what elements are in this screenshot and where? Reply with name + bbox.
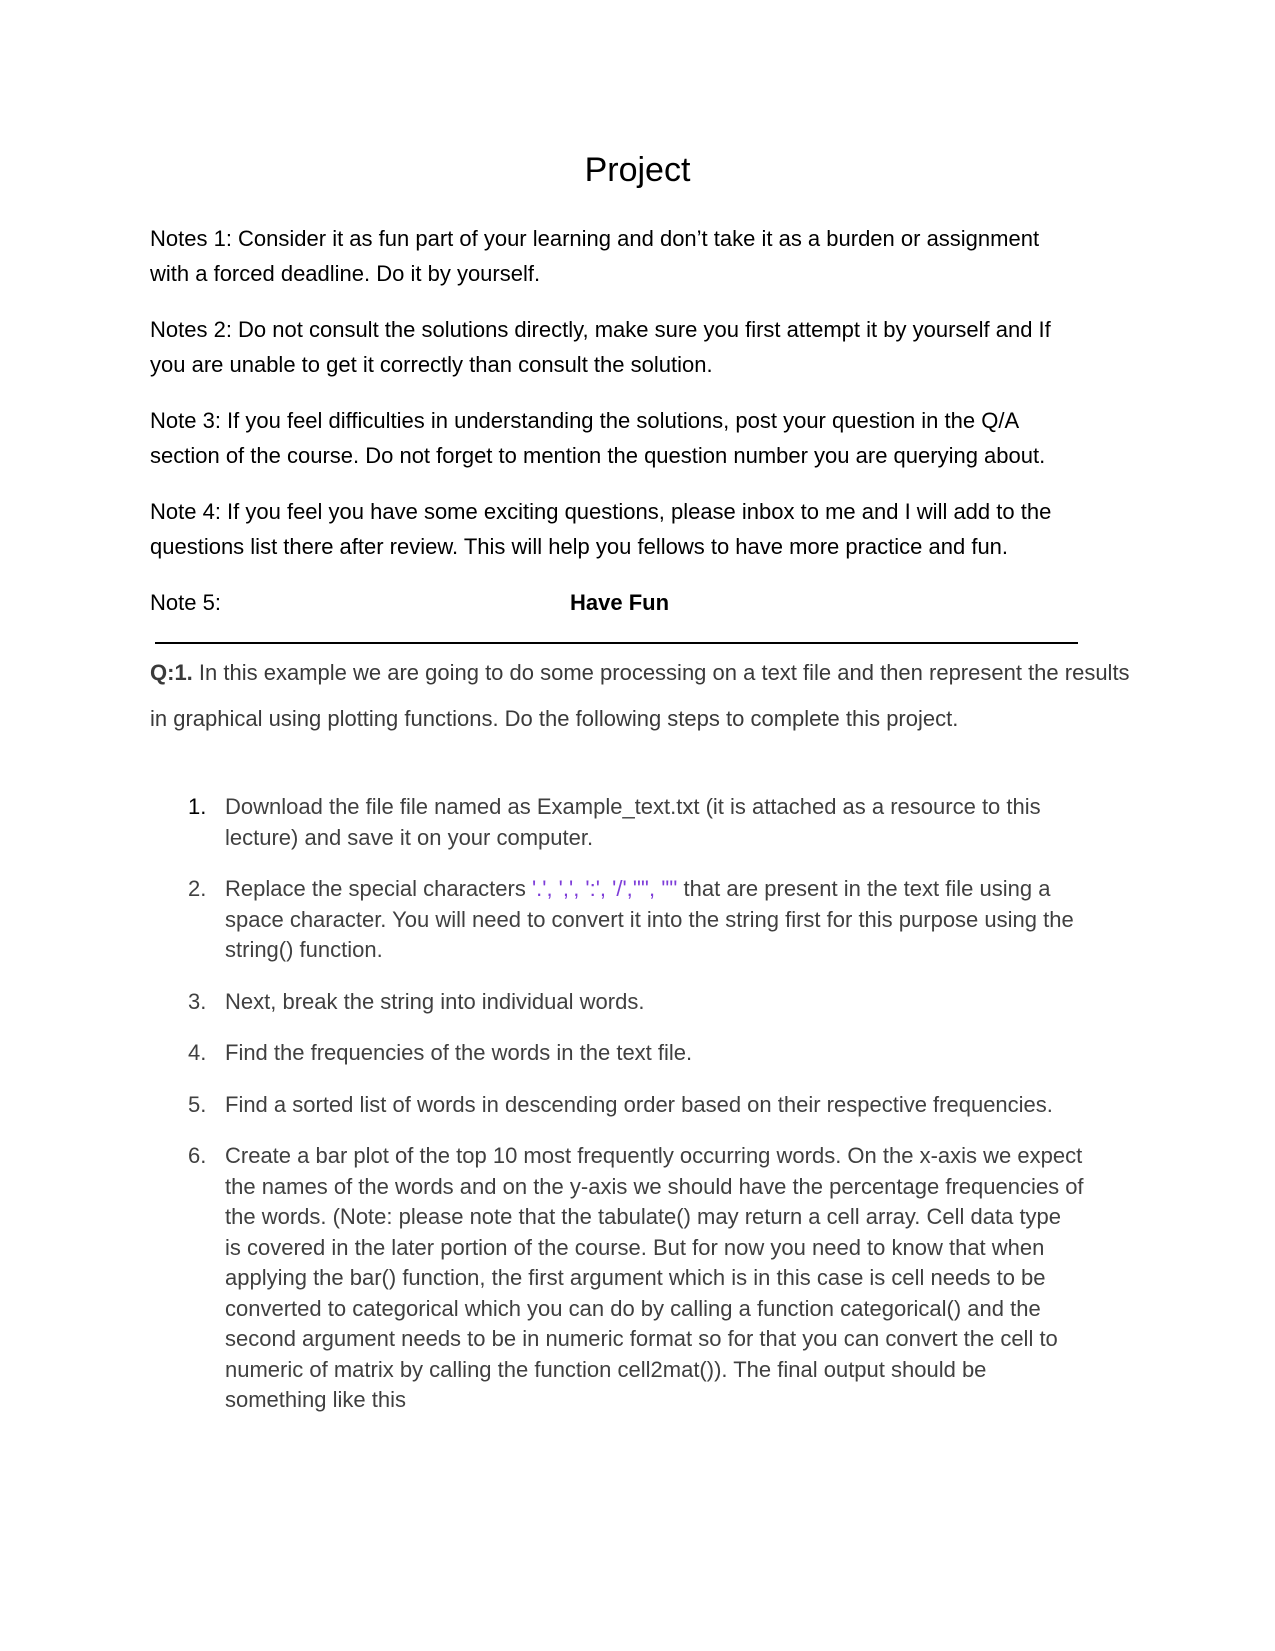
page-title: Project xyxy=(584,151,691,189)
step-number: 4. xyxy=(188,1040,207,1065)
special-characters: '.', ',', ':', '/','"', '"' xyxy=(531,876,678,901)
step-line: numeric of matrix by calling the function cell2mat()). The final output should be xyxy=(225,1356,987,1382)
note-5-label: Note 5: xyxy=(150,590,221,615)
step-line: something like this xyxy=(225,1387,406,1412)
note-line: with a forced deadline. Do it by yourself. xyxy=(150,261,541,286)
steps-list xyxy=(150,792,1130,1437)
note-3 xyxy=(150,403,1110,473)
note-5-value: Have Fun xyxy=(570,590,670,615)
step-line: Create a bar plot of the top 10 most frequently occurring words. On the x-axis we expect xyxy=(225,1143,1083,1168)
step-item xyxy=(150,792,1130,853)
note-line: Notes 2: Do not consult the solutions directly, make sure you first attempt it by yourself and If xyxy=(150,317,1051,342)
step-line: the words. (Note: please note that the tabulate() may return a cell array. Cell data type xyxy=(225,1204,1062,1229)
question-number: Q:1. xyxy=(150,660,193,685)
note-line: Note 3: If you feel difficulties in understanding the solutions, post your question in the Q/A xyxy=(150,408,1020,433)
horizontal-rule xyxy=(155,642,1078,644)
step-item xyxy=(150,1038,1130,1069)
step-line: second argument needs to be in numeric format so for that you can convert the cell to xyxy=(225,1326,1058,1351)
step-line: Find a sorted list of words in descending order based on their respective frequencies. xyxy=(225,1091,1053,1117)
step-item xyxy=(150,987,1130,1018)
step-line: is covered in the later portion of the course. But for now you need to know that when xyxy=(225,1234,1045,1260)
step-line: lecture) and save it on your computer. xyxy=(225,824,594,850)
step-number: 2. xyxy=(188,876,207,901)
note-4 xyxy=(150,494,1110,564)
step-item xyxy=(150,1141,1130,1416)
step-number: 6. xyxy=(188,1143,207,1168)
step-text: that are present in the text file using a xyxy=(677,876,1051,901)
step-line: space character. You will need to convert it into the string first for this purpose using the xyxy=(225,906,1074,932)
note-line: questions list there after review. This will help you fellows to have more practice and fun. xyxy=(150,534,1009,559)
note-line: Note 4: If you feel you have some exciting questions, please inbox to me and I will add to the xyxy=(150,499,1052,524)
note-1 xyxy=(150,221,1110,291)
step-line: string() function. xyxy=(225,937,383,962)
step-line: applying the bar() function, the first argument which is in this case is cell needs to be xyxy=(225,1265,1046,1290)
note-line: Notes 1: Consider it as fun part of your learning and don’t take it as a burden or assignment xyxy=(150,226,1040,251)
note-2 xyxy=(150,312,1110,382)
step-line: Download the file file named as Example_text.txt (it is attached as a resource to this xyxy=(225,794,1041,819)
step-line: Next, break the string into individual words. xyxy=(225,988,645,1014)
question-1 xyxy=(150,650,1140,742)
step-line xyxy=(225,874,1130,905)
step-number: 5. xyxy=(188,1091,207,1117)
step-line: Find the frequencies of the words in the text file. xyxy=(225,1040,693,1065)
note-line: you are unable to get it correctly than consult the solution. xyxy=(150,352,713,377)
question-text: In this example we are going to do some processing on a text file and then represent the results in graphical using plotting functions. Do the following steps to complete this project. xyxy=(150,660,1130,731)
step-number: 3. xyxy=(188,988,207,1014)
note-line: section of the course. Do not forget to mention the question number you are querying about. xyxy=(150,443,1046,468)
step-item xyxy=(150,1090,1130,1121)
step-line: the names of the words and on the y-axis we should have the percentage frequencies of xyxy=(225,1173,1084,1199)
step-number: 1. xyxy=(188,794,207,819)
step-line: converted to categorical which you can do by calling a function categorical() and the xyxy=(225,1295,1041,1321)
step-text: Replace the special characters xyxy=(225,876,532,901)
step-item xyxy=(150,874,1130,966)
